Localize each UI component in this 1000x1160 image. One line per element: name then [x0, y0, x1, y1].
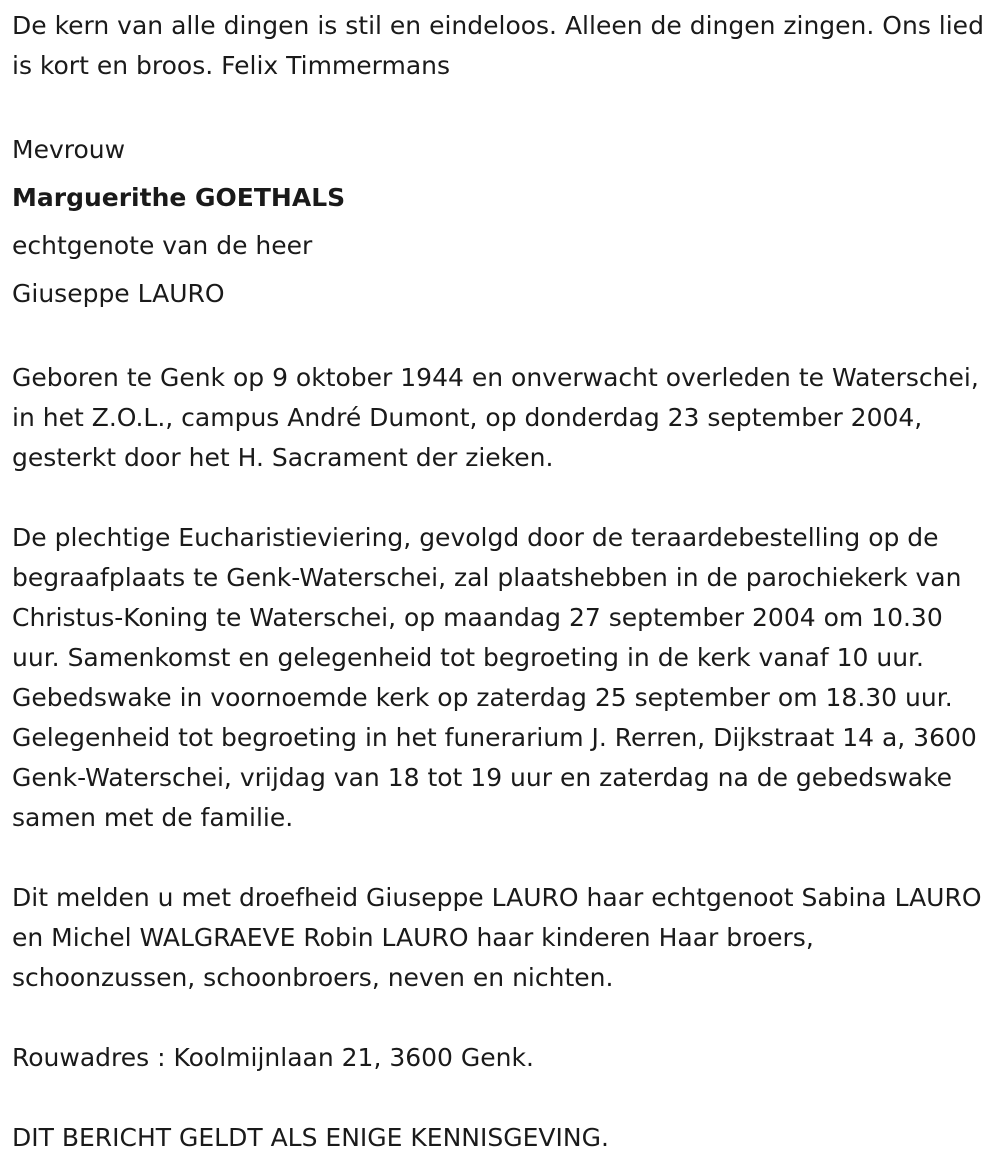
spouse-name: Giuseppe LAURO — [12, 279, 225, 308]
deceased-name: Marguerithe GOETHALS — [12, 183, 346, 212]
relation-text: echtgenote van de heer — [12, 231, 313, 260]
address-paragraph: Rouwadres : Koolmijnlaan 21, 3600 Genk. — [12, 1043, 534, 1072]
quote-paragraph: De kern van alle dingen is stil en eindeloos. Alleen de dingen zingen. Ons lied is kort en broos. Felix Timmermans — [12, 11, 984, 80]
ceremony-paragraph: De plechtige Eucharistieviering, gevolgd door de teraardebestelling op de begraafplaats te Genk-Waterschei, zal plaatshebben in de parochiekerk van Christus-Koning te Waterschei, op maandag 27 september 2004 om 10.30 uur. Samenkomst en gelegenheid tot begroeting in de kerk vanaf 10 uur. Gebedswake in voornoemde kerk op zaterdag 25 september om 18.30 uur. Gelegenheid tot begroeting in het funerarium J. Rerren, Dijkstraat 14 a, 3600 Genk-Waterschei, vrijdag van 18 tot 19 uur en zaterdag na de gebedswake samen met de familie. — [12, 523, 977, 832]
family-paragraph: Dit melden u met droefheid Giuseppe LAURO haar echtgenoot Sabina LAURO en Michel WALGRAEVE Robin LAURO haar kinderen Haar broers, schoonzussen, schoonbroers, neven en nichten. — [12, 883, 982, 992]
deceased-block — [12, 126, 988, 318]
salutation: Mevrouw — [12, 135, 126, 164]
notice-paragraph: DIT BERICHT GELDT ALS ENIGE KENNISGEVING. — [12, 1123, 609, 1152]
birth-death-paragraph: Geboren te Genk op 9 oktober 1944 en onverwacht overleden te Waterschei, in het Z.O.L., campus André Dumont, op donderdag 23 september 2004, gesterkt door het H. Sacrament der zieken. — [12, 363, 979, 472]
